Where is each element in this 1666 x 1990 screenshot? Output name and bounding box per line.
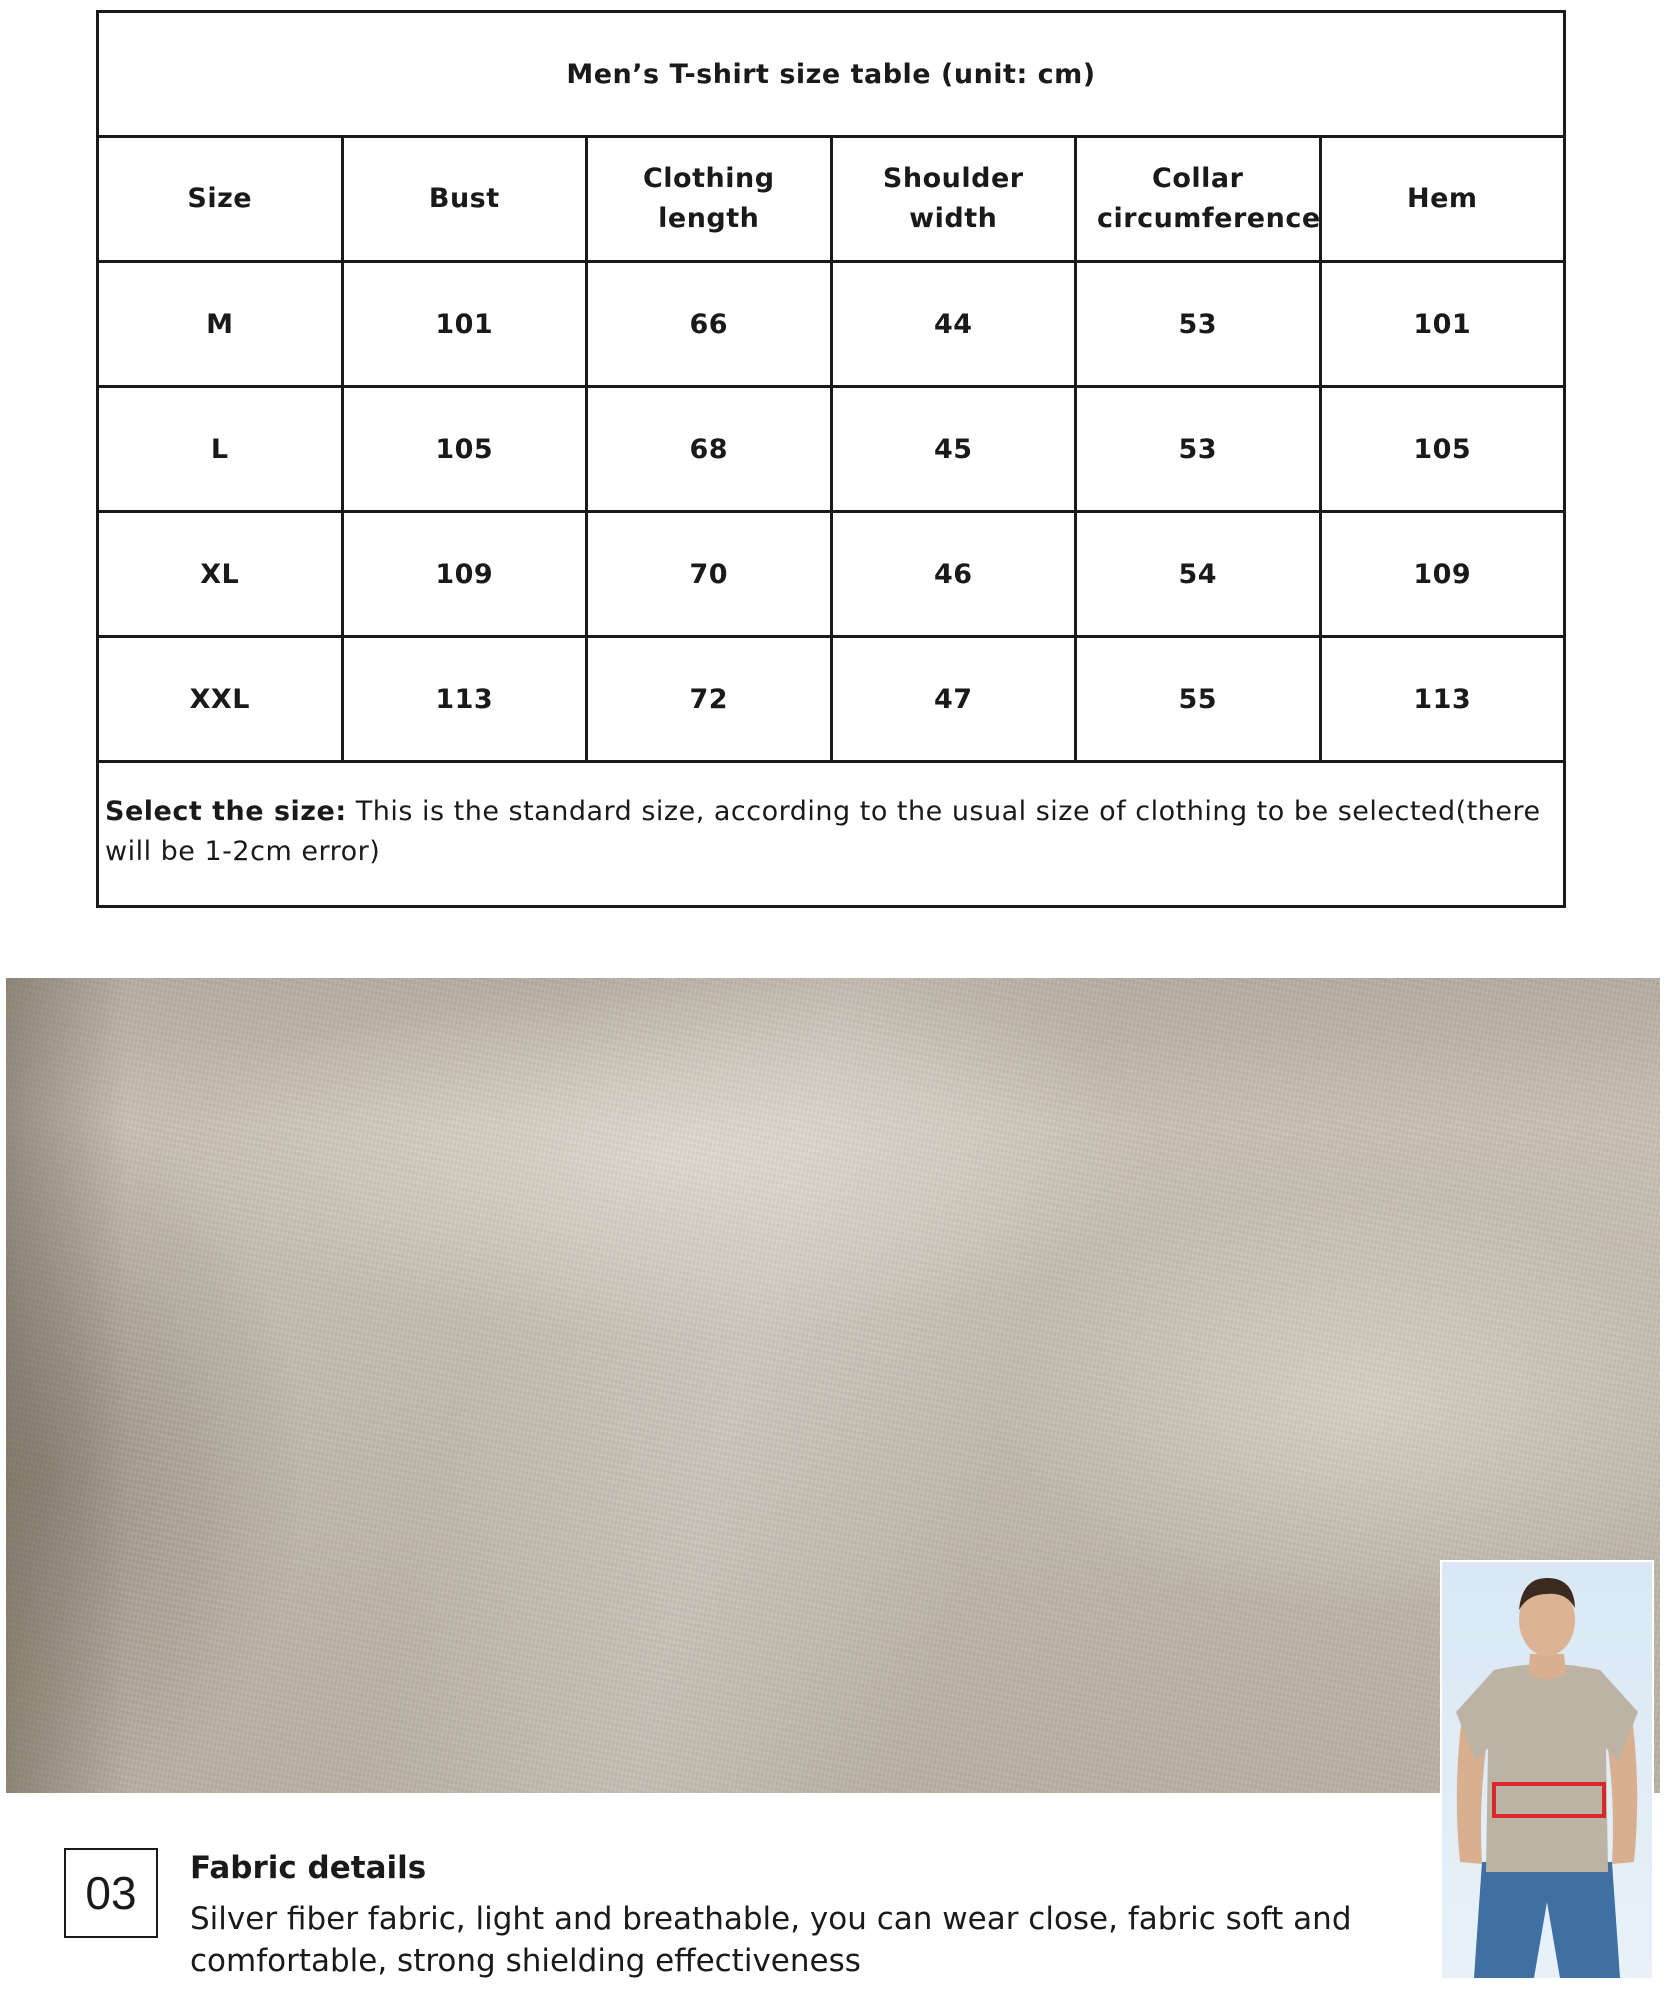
table-cell: XL <box>98 512 343 637</box>
size-table-title-row <box>98 12 1565 137</box>
table-cell: 105 <box>1320 387 1565 512</box>
table-cell: 72 <box>587 637 832 762</box>
table-cell: 113 <box>342 637 587 762</box>
column-header-bust: Bust <box>342 137 587 262</box>
table-cell: M <box>98 262 343 387</box>
model-figure-illustration <box>1442 1562 1652 1978</box>
fabric-details-title: Fabric details <box>190 1850 427 1886</box>
table-cell: 53 <box>1076 387 1321 512</box>
table-cell: 66 <box>587 262 832 387</box>
size-table <box>96 10 1566 908</box>
size-note <box>98 762 1565 907</box>
table-row <box>98 262 1565 387</box>
column-header-collar-circumference: Collar circumference <box>1076 137 1321 262</box>
column-header-shoulder-width: Shoulder width <box>831 137 1076 262</box>
table-cell: 44 <box>831 262 1076 387</box>
table-cell: 55 <box>1076 637 1321 762</box>
table-cell: XXL <box>98 637 343 762</box>
table-cell: 46 <box>831 512 1076 637</box>
column-header-hem: Hem <box>1320 137 1565 262</box>
column-header-clothing-length: Clothing length <box>587 137 832 262</box>
table-row <box>98 387 1565 512</box>
table-cell: 54 <box>1076 512 1321 637</box>
jeans-shape <box>1474 1862 1620 1978</box>
size-table-title: Men’s T-shirt size table (unit: cm) <box>98 12 1565 137</box>
column-header-size: Size <box>98 137 343 262</box>
table-cell: 47 <box>831 637 1076 762</box>
table-cell: 101 <box>342 262 587 387</box>
size-note-row <box>98 762 1565 907</box>
model-thumbnail <box>1440 1560 1654 1980</box>
size-note-text: This is the standard size, according to the usual size of clothing to be selected(there will be 1-2cm error) <box>105 796 1541 867</box>
size-note-lead: Select the size: <box>105 796 347 827</box>
table-cell: 109 <box>1320 512 1565 637</box>
table-cell: 53 <box>1076 262 1321 387</box>
table-cell: 70 <box>587 512 832 637</box>
fabric-closeup-photo <box>6 978 1660 1793</box>
table-row <box>98 512 1565 637</box>
table-row <box>98 637 1565 762</box>
size-table-header-row <box>98 137 1565 262</box>
table-cell: L <box>98 387 343 512</box>
table-cell: 109 <box>342 512 587 637</box>
table-cell: 45 <box>831 387 1076 512</box>
fabric-details-description: Silver fiber fabric, light and breathable, you can wear close, fabric soft and comfortable, strong shielding effectiveness <box>190 1901 1352 1979</box>
table-cell: 68 <box>587 387 832 512</box>
neck-shape <box>1528 1654 1566 1679</box>
step-number: 03 <box>85 1867 137 1919</box>
fabric-fold-shadow <box>6 978 126 1793</box>
step-number-box <box>64 1848 158 1938</box>
table-cell: 101 <box>1320 262 1565 387</box>
table-cell: 113 <box>1320 637 1565 762</box>
table-cell: 105 <box>342 387 587 512</box>
